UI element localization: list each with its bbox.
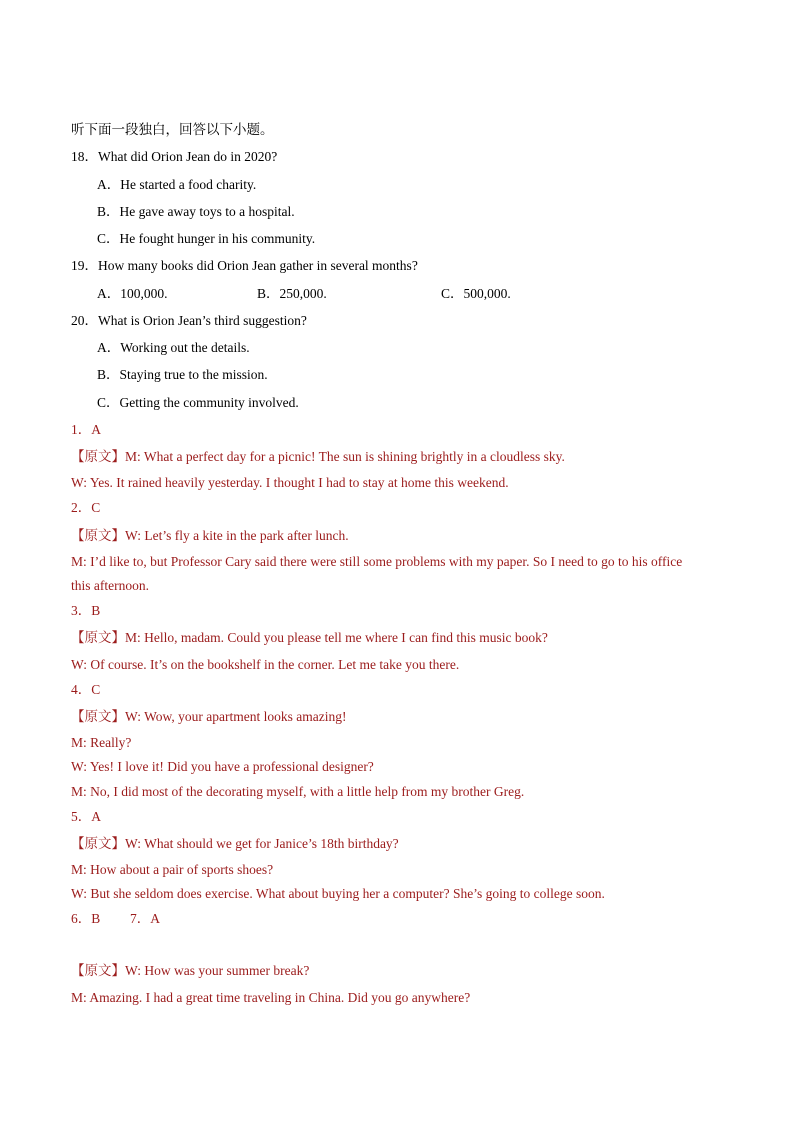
transcript-line: M: No, I did most of the decorating myself, with a little help from my brother Greg. <box>71 784 525 799</box>
transcript-tag: 【原文】 <box>71 709 125 724</box>
transcript-line: M: Amazing. I had a great time traveling in China. Did you go anywhere? <box>71 990 471 1005</box>
transcript-line: W: Of course. It’s on the bookshelf in the corner. Let me take you there. <box>71 657 460 672</box>
question-18-stem: 18．What did Orion Jean do in 2020? <box>71 149 278 164</box>
answer-key-1: 1．A <box>71 422 101 437</box>
transcript-line: 【原文】W: How was your summer break? <box>71 963 310 978</box>
question-19-stem: 19．How many books did Orion Jean gather in several months? <box>71 258 418 273</box>
transcript-line: 【原文】M: What a perfect day for a picnic! The sun is shining brightly in a cloudless sky. <box>71 449 565 464</box>
answer-key-3: 3．B <box>71 603 101 618</box>
transcript-line: 【原文】W: What should we get for Janice’s 18th birthday? <box>71 836 399 851</box>
answer-key-7: 7．A <box>130 911 160 926</box>
question-20-option-b: B．Staying true to the mission. <box>97 367 268 382</box>
transcript-line: 【原文】W: Let’s fly a kite in the park after lunch. <box>71 528 349 543</box>
question-18-option-a: A．He started a food charity. <box>97 177 257 192</box>
transcript-tag: 【原文】 <box>71 528 125 543</box>
transcript-line: M: Really? <box>71 735 132 750</box>
answer-key-2: 2．C <box>71 500 101 515</box>
transcript-line: 【原文】M: Hello, madam. Could you please tell me where I can find this music book? <box>71 630 548 645</box>
question-20-option-a: A．Working out the details. <box>97 340 250 355</box>
transcript-line: M: How about a pair of sports shoes? <box>71 862 274 877</box>
question-20-stem: 20．What is Orion Jean’s third suggestion? <box>71 313 307 328</box>
answer-key-6: 6．B <box>71 911 101 926</box>
question-19-option-b: B．250,000. <box>257 286 327 301</box>
answer-key-4: 4．C <box>71 682 101 697</box>
transcript-line: M: I’d like to, but Professor Cary said there were still some problems with my paper. So I need to go to his office <box>71 554 683 569</box>
transcript-line: W: Yes! I love it! Did you have a professional designer? <box>71 759 374 774</box>
transcript-line: W: But she seldom does exercise. What about buying her a computer? She’s going to college soon. <box>71 886 605 901</box>
question-18-option-c: C．He fought hunger in his community. <box>97 231 316 246</box>
answer-key-5: 5．A <box>71 809 101 824</box>
transcript-tag: 【原文】 <box>71 963 125 978</box>
question-19-option-c: C．500,000. <box>441 286 511 301</box>
transcript-line: W: Yes. It rained heavily yesterday. I thought I had to stay at home this weekend. <box>71 475 509 490</box>
transcript-tag: 【原文】 <box>71 836 125 851</box>
transcript-tag: 【原文】 <box>71 630 125 645</box>
question-20-option-c: C．Getting the community involved. <box>97 395 299 410</box>
transcript-line: 【原文】W: Wow, your apartment looks amazing! <box>71 709 347 724</box>
transcript-tag: 【原文】 <box>71 449 125 464</box>
question-19-option-a: A．100,000. <box>97 286 168 301</box>
instruction: 听下面一段独白，回答以下小题。 <box>71 122 274 137</box>
question-18-option-b: B．He gave away toys to a hospital. <box>97 204 295 219</box>
transcript-line: this afternoon. <box>71 578 149 593</box>
